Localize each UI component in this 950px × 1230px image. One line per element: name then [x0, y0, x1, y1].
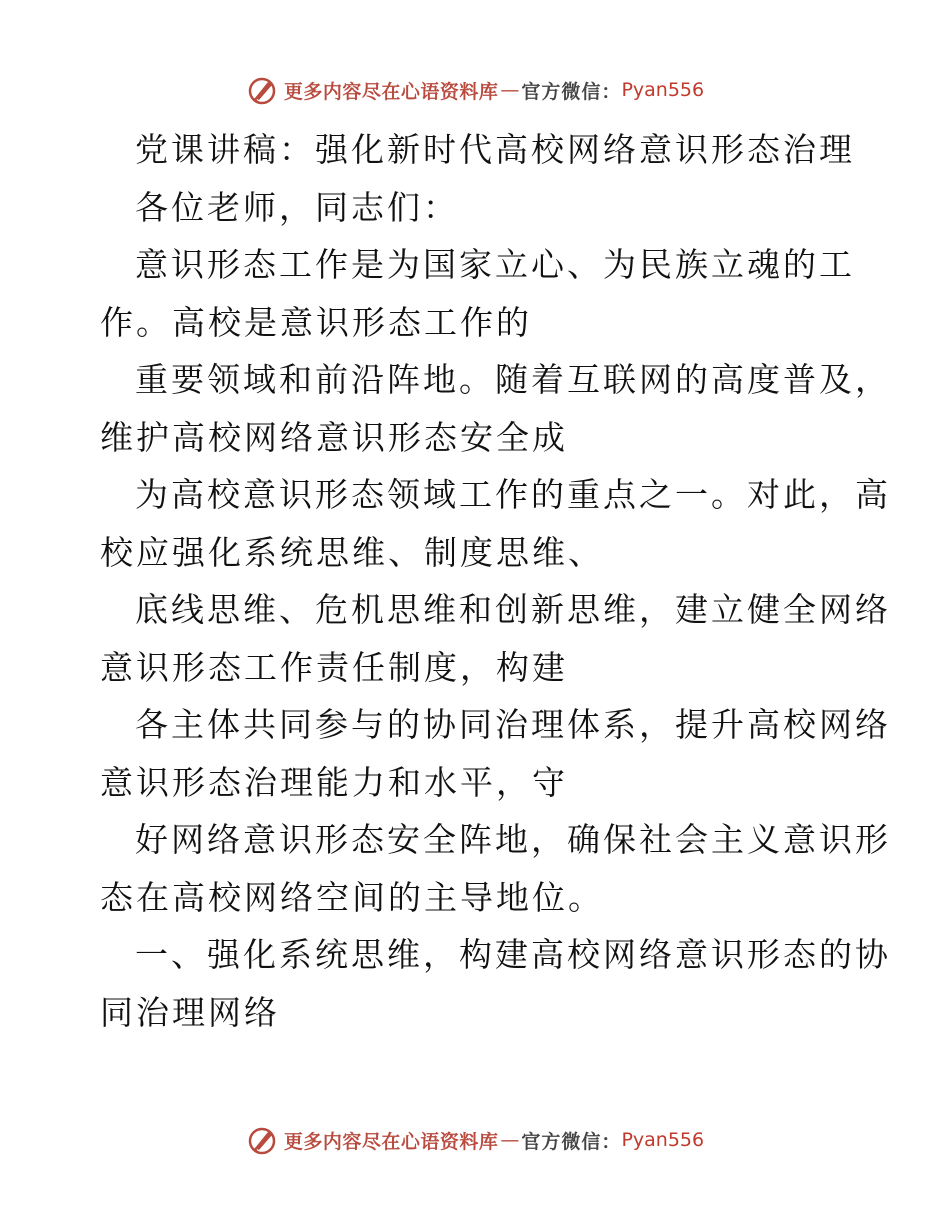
body-line: 维护高校网络意识形态安全成	[100, 417, 568, 457]
body-line: 作。高校是意识形态工作的	[100, 302, 532, 342]
document-title: 党课讲稿：强化新时代高校网络意识形态治理	[135, 130, 855, 169]
quill-pen-icon	[246, 74, 278, 106]
body-line: 底线思维、危机思维和创新思维，建立健全网络	[135, 590, 891, 629]
footer-banner	[0, 1120, 950, 1160]
header-wechat-id: Pyan556	[621, 79, 705, 101]
header-wechat-label: 官方微信：	[521, 80, 622, 103]
header-banner	[0, 70, 950, 110]
document-body	[100, 121, 891, 1041]
quill-pen-icon	[246, 1124, 278, 1156]
section-heading-cont: 同治理网络	[100, 992, 280, 1032]
header-dash: —	[500, 79, 520, 101]
salutation: 各位老师，同志们：	[135, 187, 459, 227]
body-line: 为高校意识形态领域工作的重点之一。对此，高	[135, 475, 891, 514]
header-brand-text: 更多内容尽在心语资料库	[283, 80, 499, 103]
body-line: 意识形态治理能力和水平，守	[100, 762, 568, 802]
body-line: 意识形态工作是为国家立心、为民族立魂的工	[135, 245, 855, 284]
section-heading: 一、强化系统思维，构建高校网络意识形态的协	[135, 935, 891, 974]
footer-dash: —	[500, 1129, 520, 1151]
body-line: 各主体共同参与的协同治理体系，提升高校网络	[135, 705, 891, 744]
body-line: 重要领域和前沿阵地。随着互联网的高度普及，	[135, 360, 891, 399]
footer-wechat-label: 官方微信：	[521, 1130, 622, 1153]
body-line: 校应强化系统思维、制度思维、	[100, 532, 604, 572]
body-line: 好网络意识形态安全阵地，确保社会主义意识形	[135, 820, 891, 859]
body-line: 意识形态工作责任制度，构建	[100, 647, 568, 687]
footer-brand-text: 更多内容尽在心语资料库	[283, 1130, 499, 1153]
footer-wechat-id: Pyan556	[621, 1129, 705, 1151]
body-line: 态在高校网络空间的主导地位。	[100, 877, 604, 917]
